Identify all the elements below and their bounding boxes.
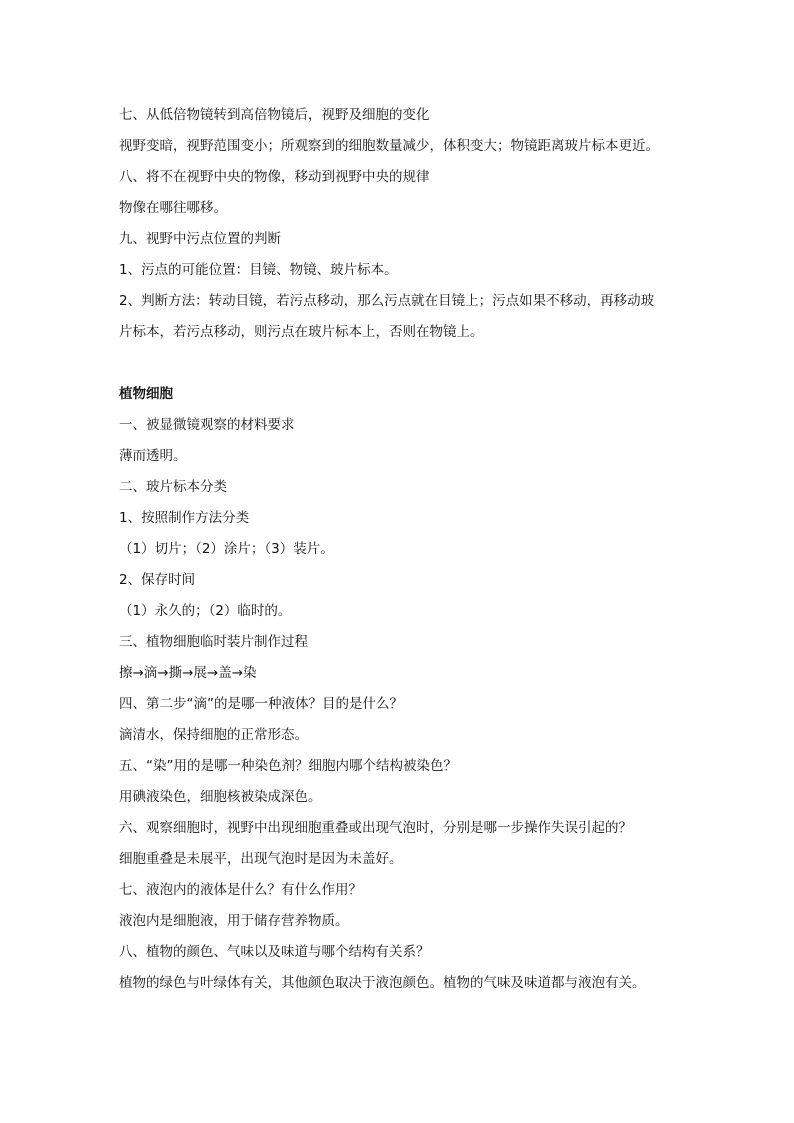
heading-material-requirements: 一、被显微镜观察的材料要求 [119, 417, 295, 433]
paragraph-move-rule: 物像在哪往哪移。 [119, 200, 227, 216]
section-title-plant-cell: 植物细胞 [119, 386, 173, 402]
paragraph-stain-answer: 用碘液染色，细胞核被染成深色。 [119, 789, 322, 805]
heading-low-to-high-power: 七、从低倍物镜转到高倍物镜后，视野及细胞的变化 [119, 107, 430, 123]
paragraph-process-steps: 擦→滴→撕→展→盖→染 [119, 665, 257, 681]
document-body [119, 100, 679, 999]
paragraph-overlap-bubble-answer: 细胞重叠是未展平，出现气泡时是因为未盖好。 [119, 851, 403, 867]
heading-vacuole-question: 七、液泡内的液体是什么？有什么作用？ [119, 882, 362, 898]
heading-color-smell-taste-question: 八、植物的颜色、气味以及味道与哪个结构有关系？ [119, 944, 430, 960]
section-spacer [119, 348, 679, 379]
subheading-by-method: 1、按照制作方法分类 [119, 510, 250, 526]
paragraph-field-changes: 视野变暗，视野范围变小；所观察到的细胞数量减少，体积变大；物镜距离玻片标本更近。 [119, 138, 659, 154]
paragraph-slide-types: （1）切片；（2）涂片；（3）装片。 [119, 541, 334, 557]
paragraph-stain-method-line-1: 2、判断方法：转动目镜，若污点移动，那么污点就在目镜上；污点如果不移动，再移动玻 [119, 293, 655, 309]
subheading-storage-time: 2、保存时间 [119, 572, 196, 588]
heading-move-image-to-center: 八、将不在视野中央的物像，移动到视野中央的规律 [119, 169, 430, 185]
heading-stain-question: 五、“染”用的是哪一种染色剂？细胞内哪个结构被染色？ [119, 758, 457, 774]
paragraph-thin-transparent: 薄而透明。 [119, 448, 187, 464]
paragraph-stain-possible-locations: 1、污点的可能位置：目镜、物镜、玻片标本。 [119, 262, 398, 278]
paragraph-stain-method-line-2: 片标本，若污点移动，则污点在玻片标本上，否则在物镜上。 [119, 324, 484, 340]
paragraph-color-smell-taste-answer: 植物的绿色与叶绿体有关，其他颜色取决于液泡颜色。植物的气味及味道都与液泡有关。 [119, 975, 646, 991]
paragraph-drop-liquid-answer: 滴清水，保持细胞的正常形态。 [119, 727, 308, 743]
paragraph-vacuole-answer: 液泡内是细胞液，用于储存营养物质。 [119, 913, 349, 929]
heading-overlap-bubble-question: 六、观察细胞时，视野中出现细胞重叠或出现气泡时，分别是哪一步操作失误引起的？ [119, 820, 632, 836]
heading-drop-liquid-question: 四、第二步“滴”的是哪一种液体？目的是什么？ [119, 696, 403, 712]
heading-slide-classification: 二、玻片标本分类 [119, 479, 227, 495]
heading-temporary-mount-process: 三、植物细胞临时装片制作过程 [119, 634, 308, 650]
paragraph-storage-types: （1）永久的；（2）临时的。 [119, 603, 292, 619]
heading-stain-location: 九、视野中污点位置的判断 [119, 231, 281, 247]
